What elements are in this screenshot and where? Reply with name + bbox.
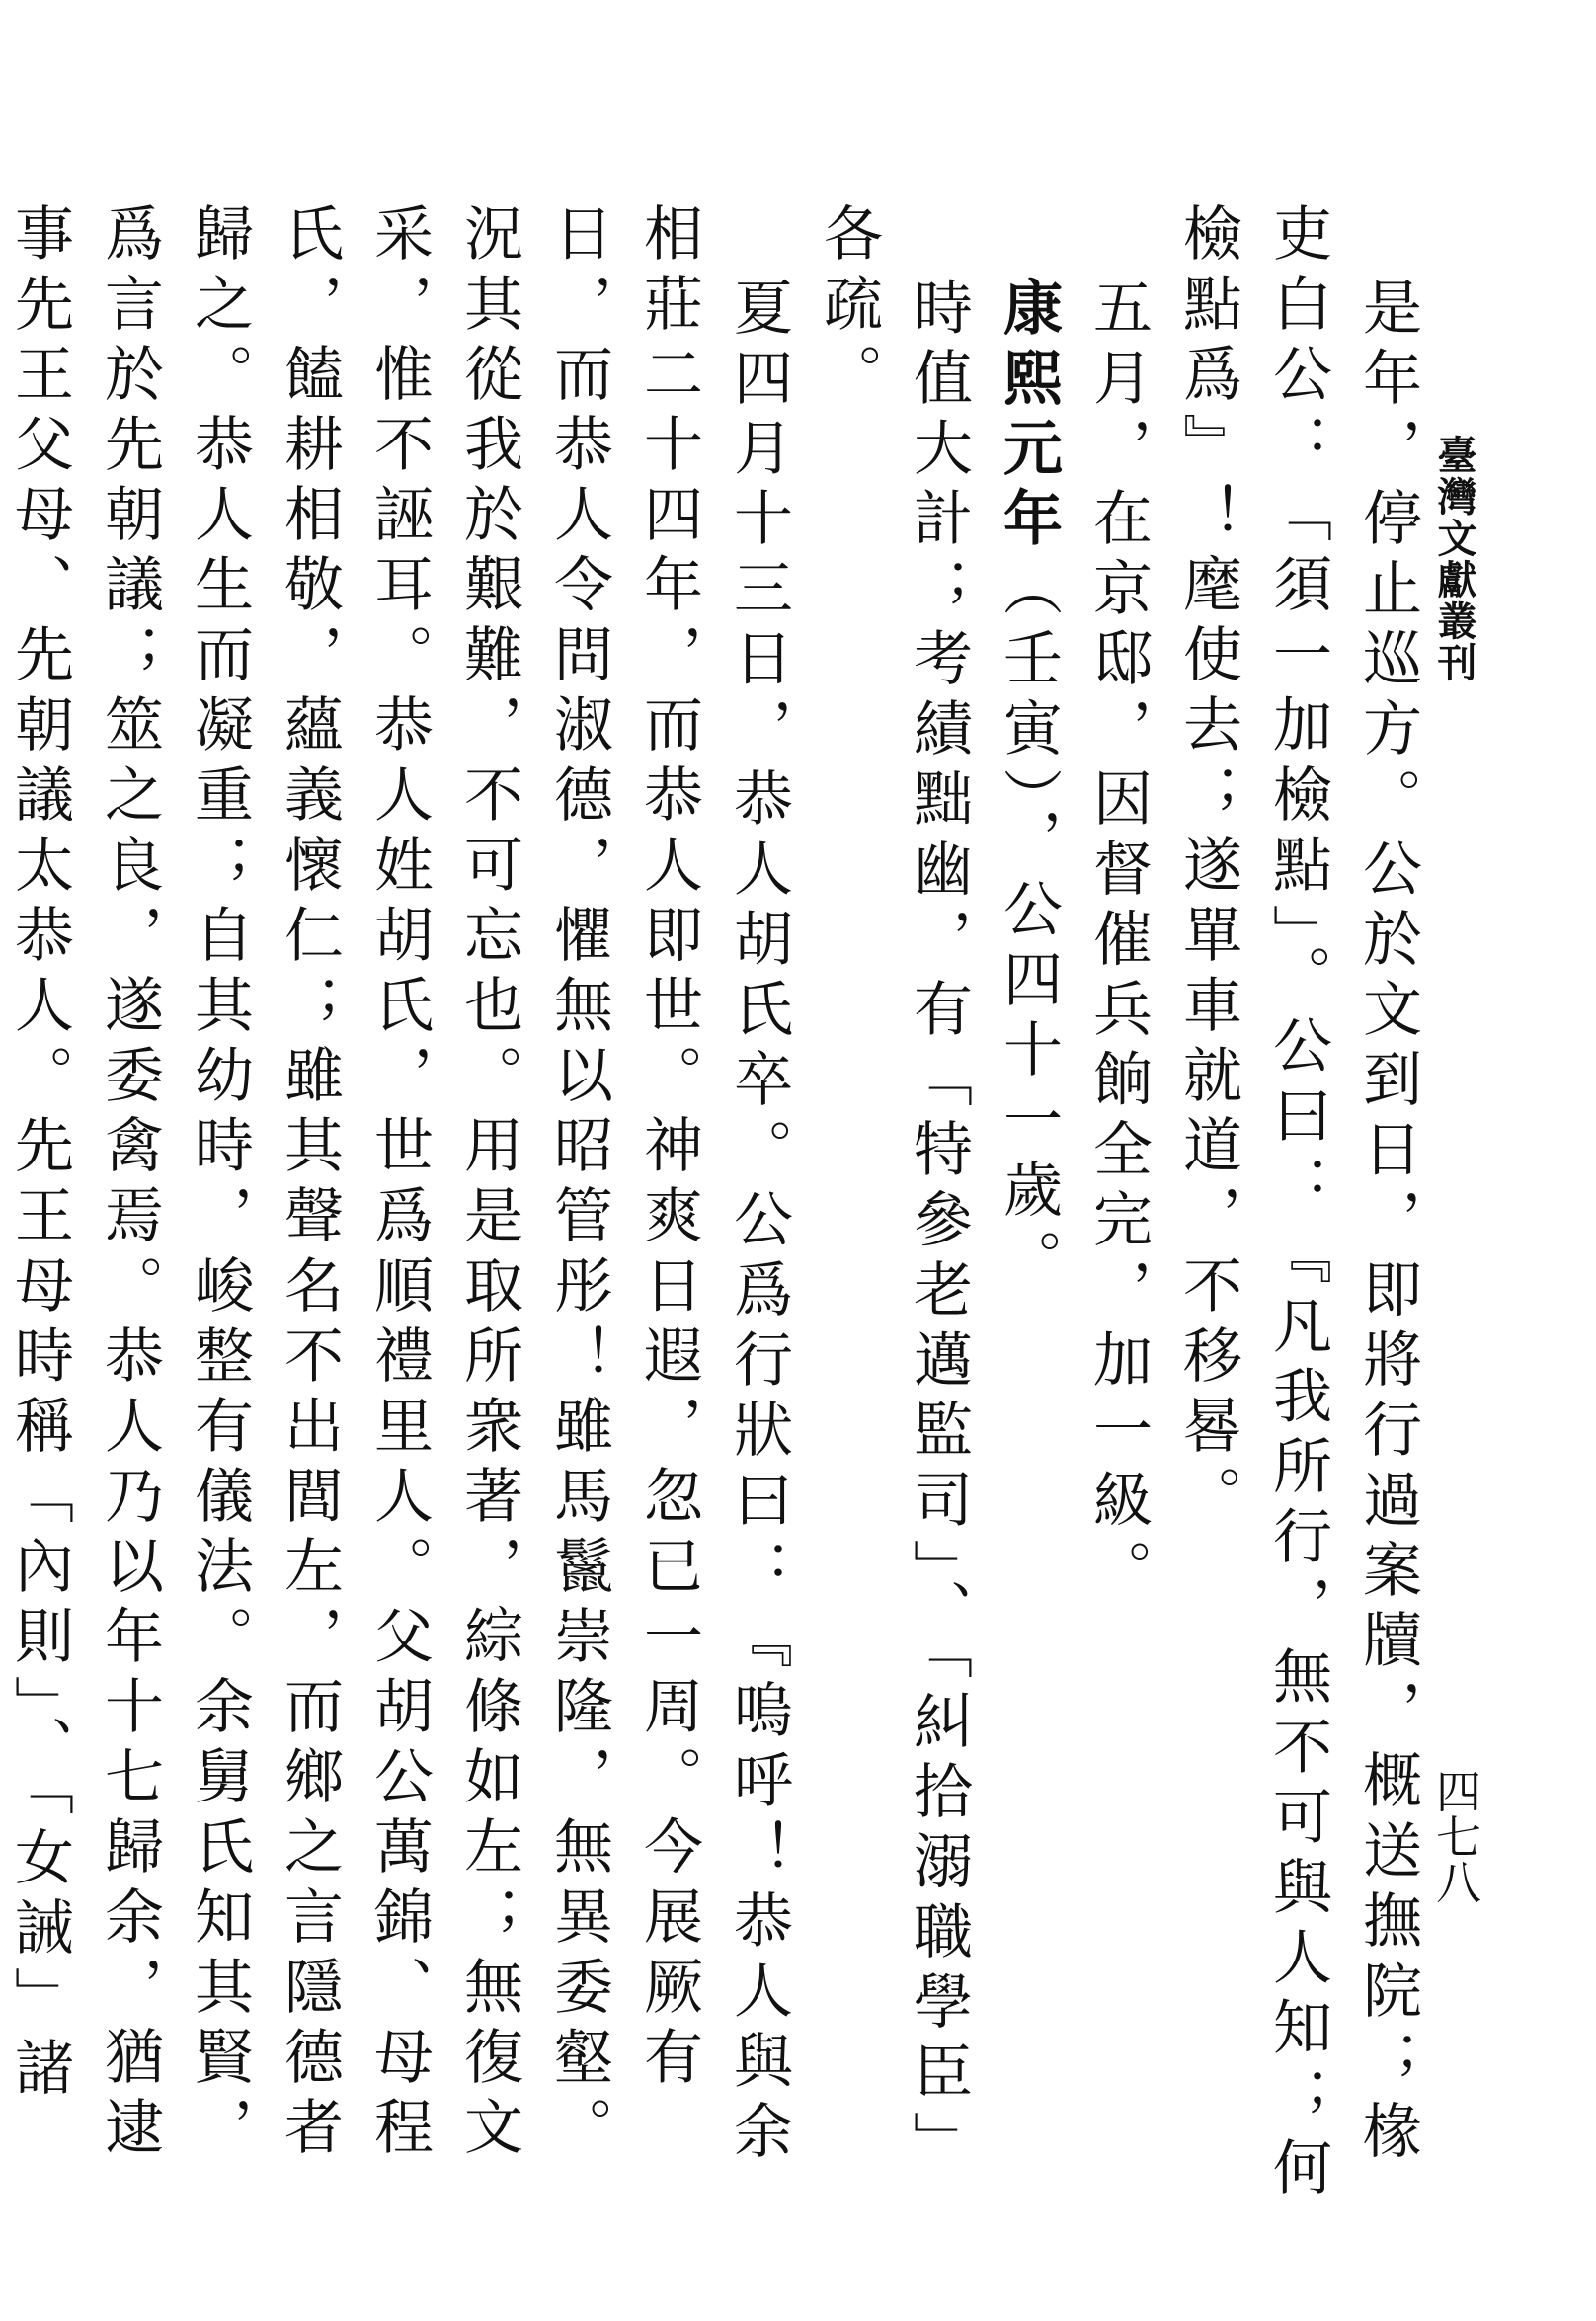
- body-text: [5, 202, 1432, 2227]
- paragraph-3: [983, 202, 1073, 2227]
- paragraph-2: [1073, 202, 1162, 2227]
- paragraph-3-era: 康熙元年: [994, 277, 1063, 557]
- paragraph-3-text: （壬寅），公四十一歲。: [994, 557, 1063, 1299]
- paragraph-2-text: 五月，在京邸，因督催兵餉全完，加一級。: [1083, 277, 1153, 1609]
- paragraph-5-text: 夏四月十三日，恭人胡氏卒。公爲行狀曰：『嗚呼！恭人與余相莊二十四年，而恭人即世。神爽日遐，忽已一周。今展厥有日，而恭人令問淑德，懼無以昭管彤！雖馬鬣崇隆，無異委壑。況其從我於艱難，不可忘也。用是取所衆著，綜條如左；無復文采，惟不誣耳。恭人姓胡氏，世爲順禮里人。父胡公萬錦、母程氏，饁耕相敬，蘊義懷仁；雖其聲名不出閭左，而鄉之言隱德者歸之。恭人生而凝重；自其幼時，峻整有儀法。余舅氏知其賢，爲言於先朝議；筮之良，遂委禽焉。恭人乃以年十七歸余，猶逮事先王父母、先朝議太恭人。先王母時稱「內則」、「女誡」諸: [5, 202, 793, 2170]
- paragraph-1-text: 是年，停止巡方。公於文到日，即將行過案牘，概送撫院；椽吏白公：「須一加檢點」。公曰：『凡我所行，無不可與人知；何檢點爲』！麾使去；遂單車就道，不移晷。: [1173, 202, 1422, 2206]
- running-header-title: 臺灣文獻叢刊: [1431, 435, 1477, 683]
- paragraph-5: [0, 202, 803, 2227]
- page-number: 四七八: [1429, 1768, 1482, 1904]
- paragraph-1: [1162, 202, 1432, 2227]
- paragraph-4-text: 時值大計；考績黜幽，有「特參老邁監司」、「糾拾溺職學臣」各疏。: [814, 202, 973, 2181]
- paragraph-4: [803, 202, 983, 2227]
